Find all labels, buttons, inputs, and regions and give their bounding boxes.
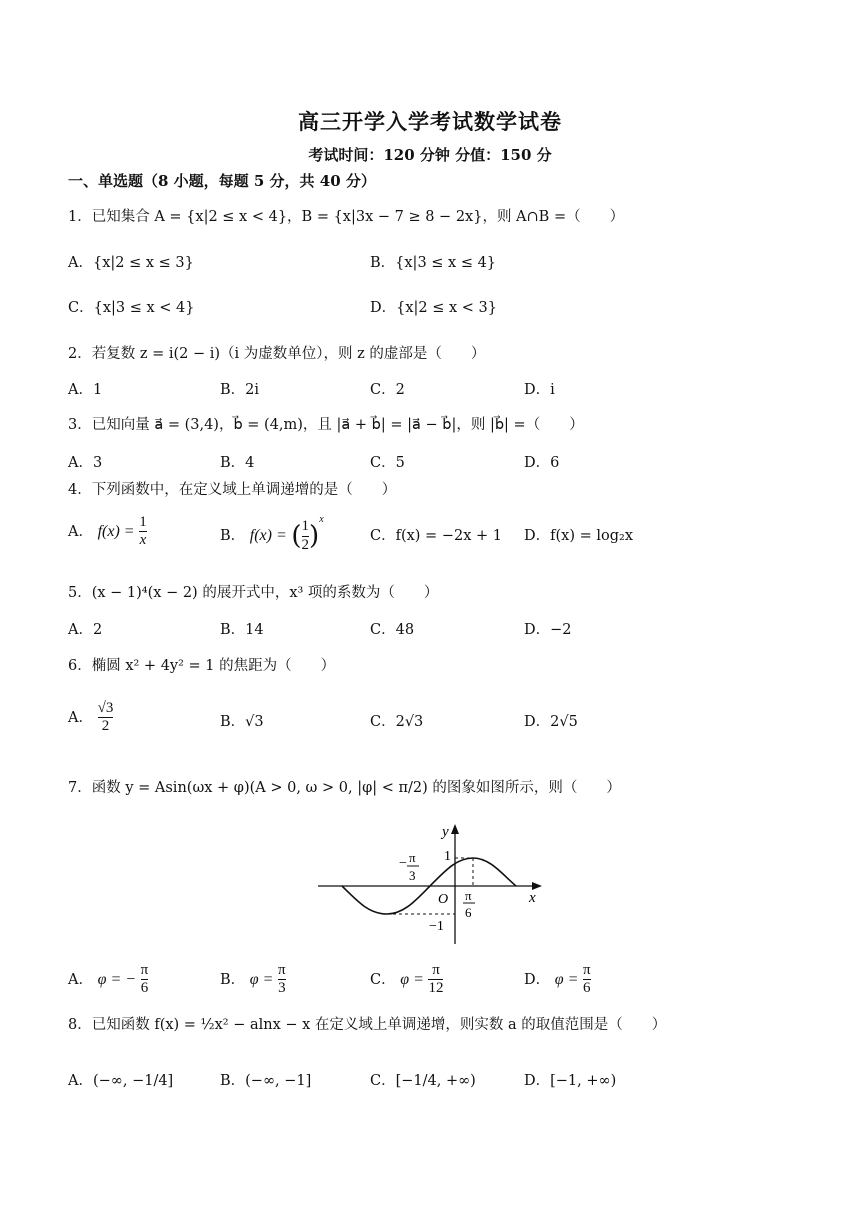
question-4-stem: 4．下列函数中，在定义域上单调递增的是（ ）	[68, 482, 397, 498]
fraction-lhs: φ =	[249, 970, 274, 988]
question-4-option-d: D．f(x) = log₂x	[524, 528, 633, 544]
denominator: 3	[278, 980, 286, 997]
fraction-lhs: φ =	[400, 970, 424, 988]
origin-label: O	[438, 892, 449, 907]
numerator: 1	[139, 514, 147, 530]
label-neg-sign: −	[399, 856, 407, 871]
option-letter: A．	[68, 709, 93, 726]
x-axis-arrow	[532, 882, 542, 890]
question-5-option-a: A．2	[68, 622, 103, 638]
question-6-option-c: C．2√3	[370, 714, 424, 730]
question-8-option-a: A．(−∞, −1/4]	[68, 1073, 174, 1089]
question-1-stem: 1．已知集合 A = {x|2 ≤ x < 4}，B = {x|3x − 7 ≥ 8 − 2x}，则 A∩B =（ ）	[68, 209, 625, 225]
fraction	[302, 518, 310, 554]
question-3-option-a: A．3	[68, 455, 103, 471]
question-5-stem: 5．(x − 1)⁴(x − 2) 的展开式中，x³ 项的系数为（ ）	[68, 585, 439, 601]
fraction	[98, 700, 114, 736]
numerator: √3	[97, 700, 114, 716]
option-letter: A．	[68, 971, 93, 988]
question-7-option-b	[220, 962, 286, 998]
label-right-num: π	[465, 888, 472, 903]
numerator: π	[278, 962, 286, 978]
numerator: 1	[301, 518, 310, 535]
option-letter: B．	[220, 528, 246, 544]
label-left-num: π	[409, 850, 416, 865]
y-axis-label: y	[442, 824, 449, 840]
question-4-option-c: C．f(x) = −2x + 1	[370, 528, 502, 544]
sine-graph	[312, 818, 552, 948]
question-7-option-d	[524, 962, 591, 998]
question-2-option-b: B．2i	[220, 382, 260, 398]
question-6-stem: 6．椭圆 x² + 4y² = 1 的焦距为（ ）	[68, 658, 336, 674]
question-8-option-d: D．[−1, +∞)	[524, 1073, 617, 1089]
option-letter: B．	[220, 971, 246, 988]
question-6-option-b: B．√3	[220, 714, 264, 730]
paren-open: (	[291, 521, 302, 551]
option-letter: D．	[524, 971, 551, 988]
denominator: 6	[583, 980, 591, 997]
numerator: π	[583, 962, 591, 978]
question-4-option-a	[68, 514, 147, 550]
exponent: x	[319, 514, 324, 525]
y-axis-arrow	[451, 824, 459, 834]
fraction	[139, 514, 147, 550]
fraction	[428, 962, 443, 998]
exam-info: 考试时间：120 分钟 分值：150 分	[308, 146, 552, 164]
fraction-lhs: φ = −	[97, 970, 137, 988]
question-1-option-d: D．{x|2 ≤ x < 3}	[370, 300, 498, 316]
fraction	[583, 962, 591, 998]
option-letter: A．	[68, 523, 93, 540]
numerator: π	[432, 962, 440, 978]
label-one: 1	[444, 849, 451, 864]
question-3-option-b: B．4	[220, 455, 255, 471]
fraction	[278, 962, 286, 998]
option-letter: C．	[370, 971, 396, 988]
denominator: x	[139, 532, 147, 549]
question-6-option-a	[68, 700, 113, 736]
question-8-option-c: C．[−1/4, +∞)	[370, 1073, 476, 1089]
paren-close: )	[309, 521, 320, 551]
question-7-stem: 7．函数 y = Asin(ωx + φ)(A > 0, ω > 0, |φ| < π/2) 的图象如图所示，则（ ）	[68, 780, 621, 796]
question-3-stem: 3．已知向量 a⃗ = (3,4)，b⃗ = (4,m)，且 |a⃗ + b⃗| = |a⃗ − b⃗|，则 |b⃗| =（ ）	[68, 417, 584, 433]
question-2-option-c: C．2	[370, 382, 405, 398]
question-7-option-a	[68, 962, 148, 998]
x-axis-label: x	[529, 890, 536, 906]
denominator: 12	[428, 980, 444, 997]
question-8-option-b: B．(−∞, −1]	[220, 1073, 312, 1089]
question-5-option-b: B．14	[220, 622, 264, 638]
question-1-option-a: A．{x|2 ≤ x ≤ 3}	[68, 255, 194, 271]
question-2-option-a: A．1	[68, 382, 103, 398]
question-2-option-d: D．i	[524, 382, 555, 398]
question-3-option-c: C．5	[370, 455, 405, 471]
question-5-option-c: C．48	[370, 622, 415, 638]
page-title: 高三开学入学考试数学试卷	[298, 109, 562, 134]
question-1-option-b: B．{x|3 ≤ x ≤ 4}	[370, 255, 497, 271]
denominator: 2	[101, 718, 110, 735]
question-3-option-d: D．6	[524, 455, 560, 471]
question-6-option-d: D．2√5	[524, 714, 578, 730]
denominator: 2	[301, 536, 310, 553]
numerator: π	[140, 962, 149, 978]
question-5-option-d: D．−2	[524, 622, 572, 638]
question-2-stem: 2．若复数 z = i(2 − i)（i 为虚数单位），则 z 的虚部是（ ）	[68, 346, 486, 362]
label-minus-one: −1	[429, 919, 444, 934]
fraction-lhs: φ =	[554, 970, 579, 988]
label-left-den: 3	[409, 868, 416, 883]
fraction-lhs: f(x) =	[249, 527, 287, 544]
question-7-option-c	[370, 962, 443, 998]
fraction-lhs: f(x) =	[97, 522, 135, 540]
section-heading: 一、单选题（8 小题，每题 5 分，共 40 分）	[68, 172, 376, 190]
question-8-stem: 8．已知函数 f(x) = ½x² − alnx − x 在定义域上单调递增，则实数 a 的取值范围是（ ）	[68, 1017, 667, 1033]
denominator: 6	[140, 980, 149, 997]
question-4-option-b	[220, 514, 324, 554]
fraction	[141, 962, 149, 998]
question-1-option-c: C．{x|3 ≤ x < 4}	[68, 300, 195, 316]
label-right-den: 6	[465, 905, 472, 920]
